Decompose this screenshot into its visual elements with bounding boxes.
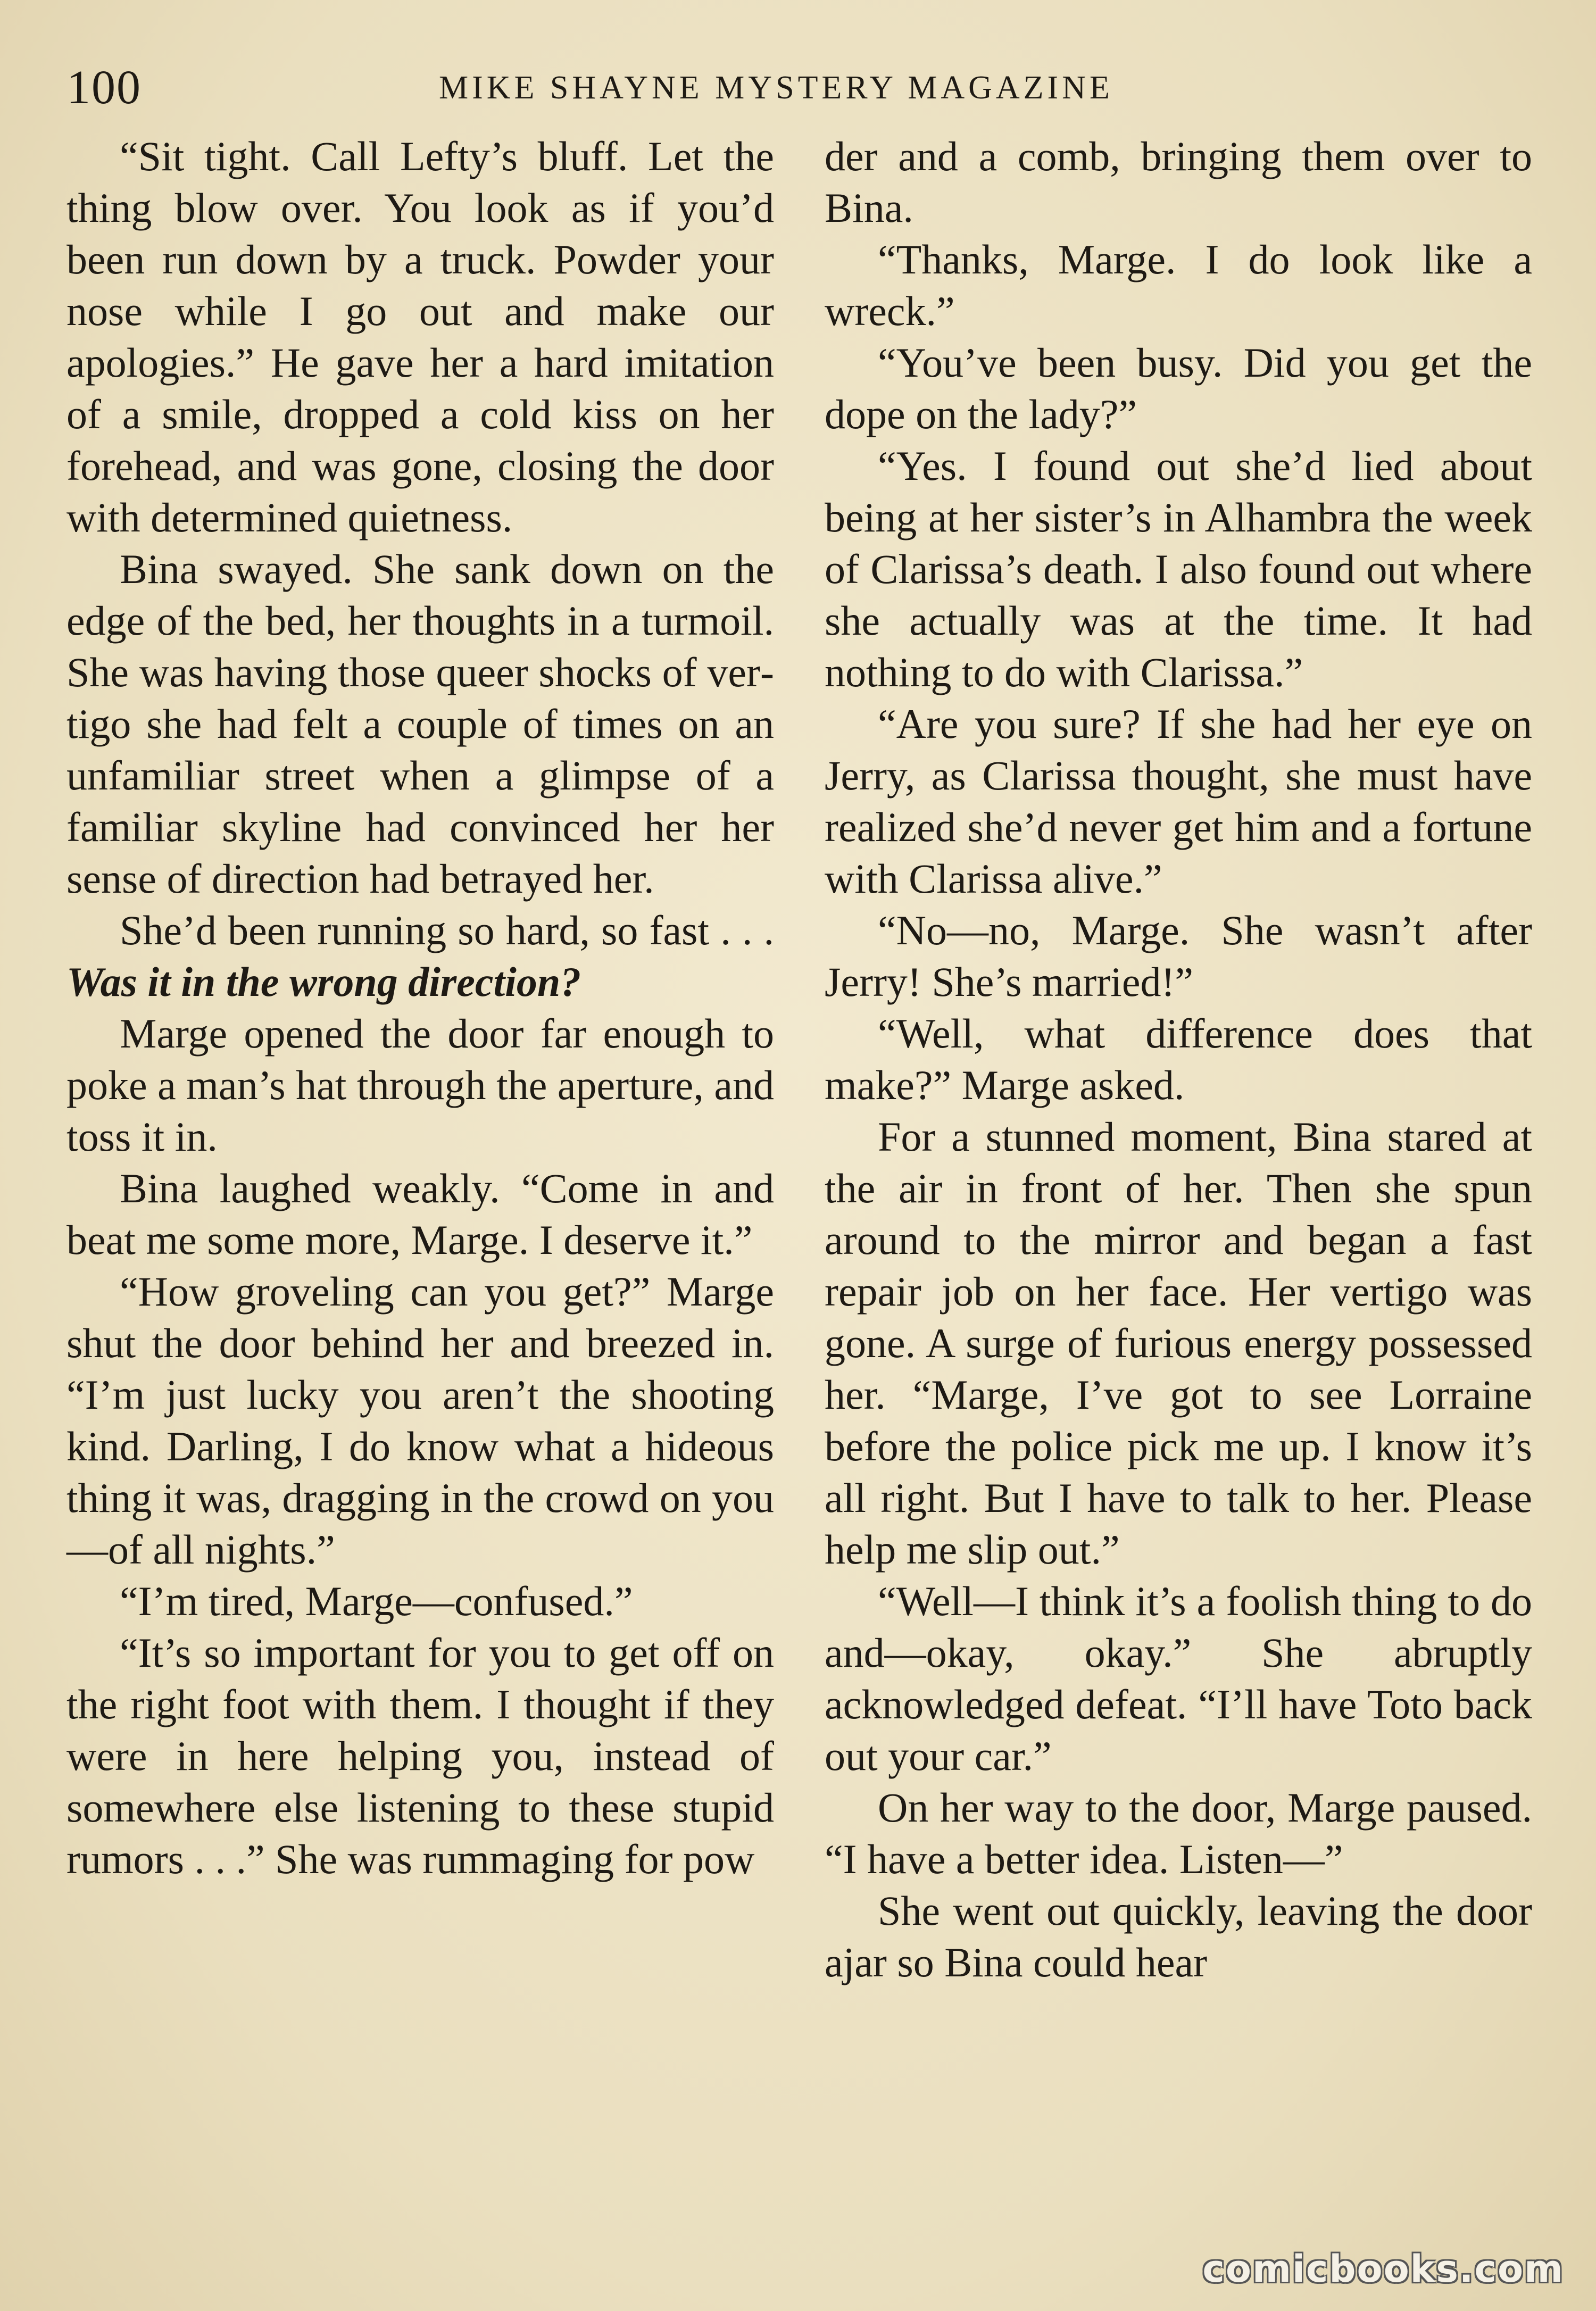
watermark: comicbooks.com bbox=[1202, 2247, 1564, 2291]
paragraph: Marge opened the door far enough to poke a man’s hat through the aperture, and toss it in. bbox=[66, 1010, 774, 1160]
paragraph: “It’s so important for you to get off on the right foot with them. I thought if they were in here helping you, instead of somewhere else listening to these stupid rumors . . .” She was rummaging for pow bbox=[66, 1630, 774, 1882]
page-number: 100 bbox=[66, 61, 142, 114]
paragraph: Bina swayed. She sank down on the edge of the bed, her thoughts in a turmoil. She was having those queer shocks of vertigo she had felt a couple of times on an unfamiliar street when a glimpse of a familiar skyline had convinced her her sense of direction had betrayed her. bbox=[66, 546, 774, 902]
paragraph: “Sit tight. Call Lefty’s bluff. Let the thing blow over. You look as if you’d been run down by a truck. Powder your nose while I go out and make our apologies.” He gave her a hard imitation of a smile, dropped a cold kiss on her forehead, and was gone, closing the door with determined quietness. bbox=[66, 133, 774, 541]
paragraph: “I’m tired, Marge—confused.” bbox=[120, 1578, 633, 1624]
paragraph: Bina laughed weakly. “Come in and beat me some more, Marge. I deserve it.” bbox=[66, 1165, 774, 1263]
left-column bbox=[66, 130, 774, 1885]
paragraph bbox=[66, 904, 774, 1008]
paragraph: “Well, what difference does that make?” Marge asked. bbox=[825, 1010, 1532, 1108]
paragraph: For a stunned moment, Bina stared at the air in front of her. Then she spun around to the mirror and began a fast repair job on her face. Her vertigo was gone. A surge of furious energy possessed her. “Marge, I’ve got to see Lorraine before the police pick me up. I know it’s all right. But I have to talk to her. Please help me slip out.” bbox=[825, 1113, 1532, 1573]
running-head: MIKE SHAYNE MYSTERY MAGAZINE bbox=[439, 70, 1113, 106]
paragraph: “Thanks, Marge. I do look like a wreck.” bbox=[825, 236, 1532, 334]
paragraph: “Yes. I found out she’d lied about being at her sister’s in Alhambra the week of Clarissa’s death. I also found out where she actually was at the time. It had nothing to do with Clarissa.” bbox=[825, 443, 1532, 695]
paragraph: “Are you sure? If she had her eye on Jerry, as Clarissa thought, she must have realized she’d never get him and a fortune with Clarissa alive.” bbox=[825, 701, 1532, 902]
paragraph: “Well—I think it’s a foolish thing to do and—okay, okay.” She abruptly acknowledged defeat. “I’ll have Toto back out your car.” bbox=[825, 1578, 1532, 1779]
italic-phrase: Was it in the wrong direction? bbox=[66, 959, 581, 1005]
paragraph: She went out quickly, leaving the door ajar so Bina could hear bbox=[825, 1888, 1532, 1985]
paragraph: On her way to the door, Marge paused. “I have a better idea. Listen—” bbox=[825, 1784, 1532, 1882]
paragraph: “No—no, Marge. She wasn’t after Jerry! She’s married!” bbox=[825, 907, 1532, 1005]
paragraph-text: She’d been running so hard, so fast . . . bbox=[120, 907, 774, 953]
right-column bbox=[825, 130, 1532, 1988]
page-header bbox=[66, 51, 1551, 125]
paragraph: “You’ve been busy. Did you get the dope on the lady?” bbox=[825, 339, 1532, 437]
paragraph-continued: der and a comb, bringing them over to Bina. bbox=[825, 133, 1532, 231]
paragraph: “How groveling can you get?” Marge shut the door behind her and breezed in. “I’m just lucky you aren’t the shooting kind. Darling, I do know what a hideous thing it was, dragging in the crowd on you—of all nights.” bbox=[66, 1268, 774, 1573]
